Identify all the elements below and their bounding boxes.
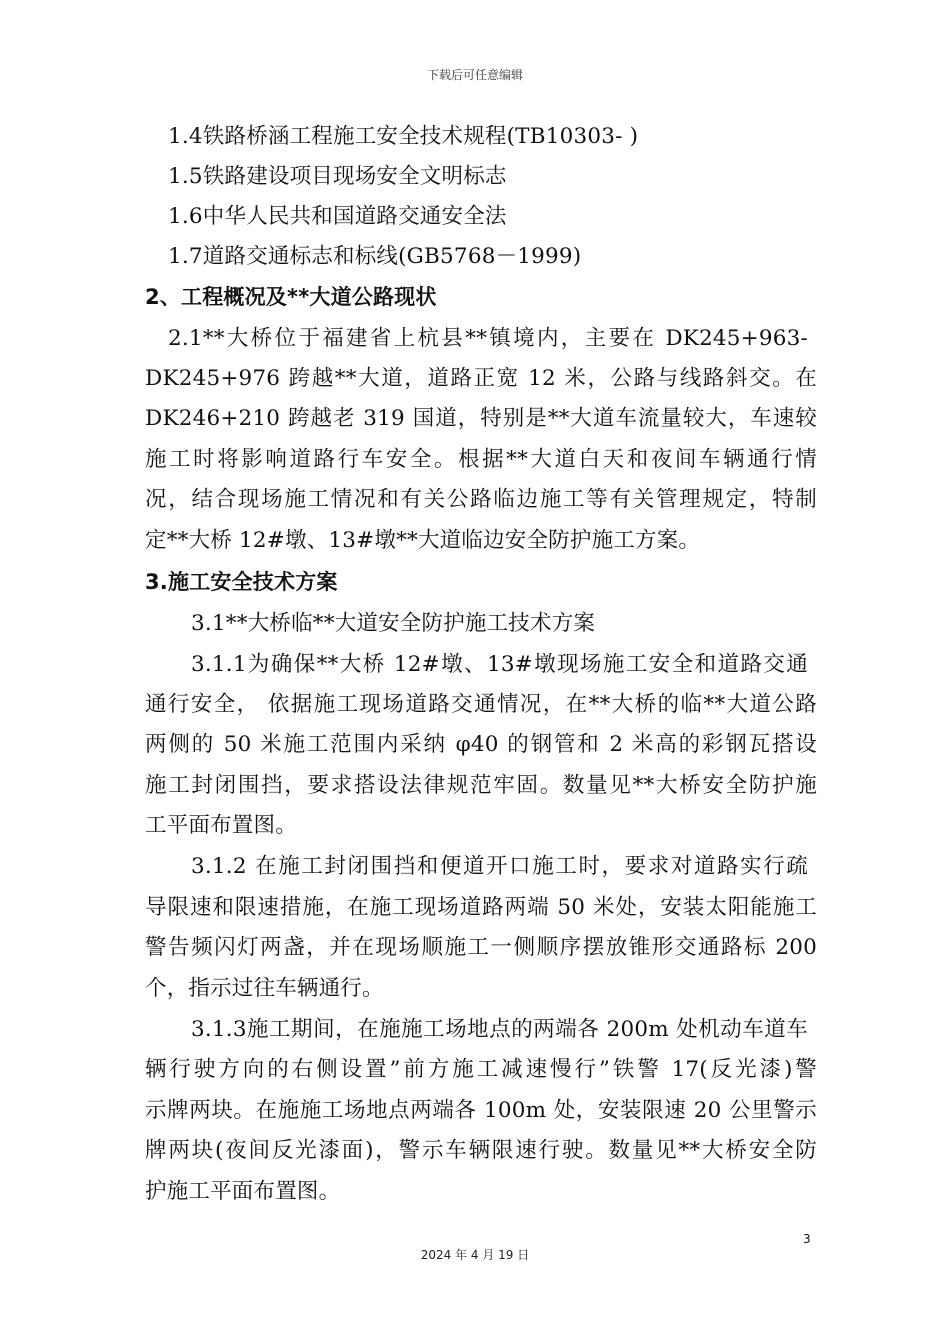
body-line: 警告频闪灯两盏，并在现场顺施工一侧顺序摆放锥形交通路标 200 [145,935,817,960]
body-line: DK245+976 跨越**大道，道路正宽 12 米，公路与线路斜交。在 [145,366,817,391]
page-number: 3 [803,1232,811,1246]
body-line: 3.1.2 在施工封闭围挡和便道开口施工时，要求对道路实行疏 [191,854,808,879]
section-heading: 2、工程概况及**大道公路现状 [145,285,437,309]
body-line: 3.1**大桥临**大道安全防护施工技术方案 [191,611,596,636]
body-line: 辆行驶方向的右侧设置”前方施工减速慢行”铁警 17(反光漆)警 [145,1057,817,1082]
body-line: 通行安全， 依据施工现场道路交通情况，在**大桥的临**大道公路 [145,692,817,717]
body-line: 1.6中华人民共和国道路交通安全法 [168,204,507,229]
section-heading: 3.施工安全技术方案 [145,570,338,594]
body-line: 示牌两块。在施施工场地点两端各 100m 处，安装限速 20 公里警示 [145,1098,817,1123]
body-line: 牌两块(夜间反光漆面)，警示车辆限速行驶。数量见**大桥安全防 [145,1138,817,1163]
body-line: 定**大桥 12#墩、13#墩**大道临边安全防护施工方案。 [145,528,701,553]
body-line: 导限速和限速措施，在施工现场道路两端 50 米处，安装太阳能施工 [145,895,817,920]
body-line: 3.1.3施工期间，在施施工场地点的两端各 200m 处机动车道车 [191,1017,808,1042]
body-line: 施工时将影响道路行车安全。根据**大道白天和夜间车辆通行情 [145,447,817,472]
body-line: 1.7道路交通标志和标线(GB5768－1999) [168,244,582,269]
body-line: 2.1**大桥位于福建省上杭县**镇境内，主要在 DK245+963- [168,326,808,351]
body-line: DK246+210 跨越老 319 国道，特别是**大道车流量较大，车速较 [145,406,817,431]
page-header: 下载后可任意编辑 [426,68,523,82]
body-line: 3.1.1为确保**大桥 12#墩、13#墩现场施工安全和道路交通 [191,652,808,677]
body-line: 施工封闭围挡，要求搭设法律规范牢固。数量见**大桥安全防护施 [145,773,817,798]
body-line: 况，结合现场施工情况和有关公路临边施工等有关管理规定，特制 [145,487,817,512]
body-line: 1.5铁路建设项目现场安全文明标志 [168,164,507,189]
body-line: 护施工平面布置图。 [145,1179,341,1204]
body-line: 1.4铁路桥涵工程施工安全技术规程(TB10303- ) [168,124,639,149]
body-line: 两侧的 50 米施工范围内采纳 φ40 的钢管和 2 米高的彩钢瓦搭设 [145,732,817,757]
body-line: 个，指示过往车辆通行。 [145,976,384,1001]
body-line: 工平面布置图。 [145,813,297,838]
page-footer-date: 2024 年 4 月 19 日 [420,1248,530,1262]
